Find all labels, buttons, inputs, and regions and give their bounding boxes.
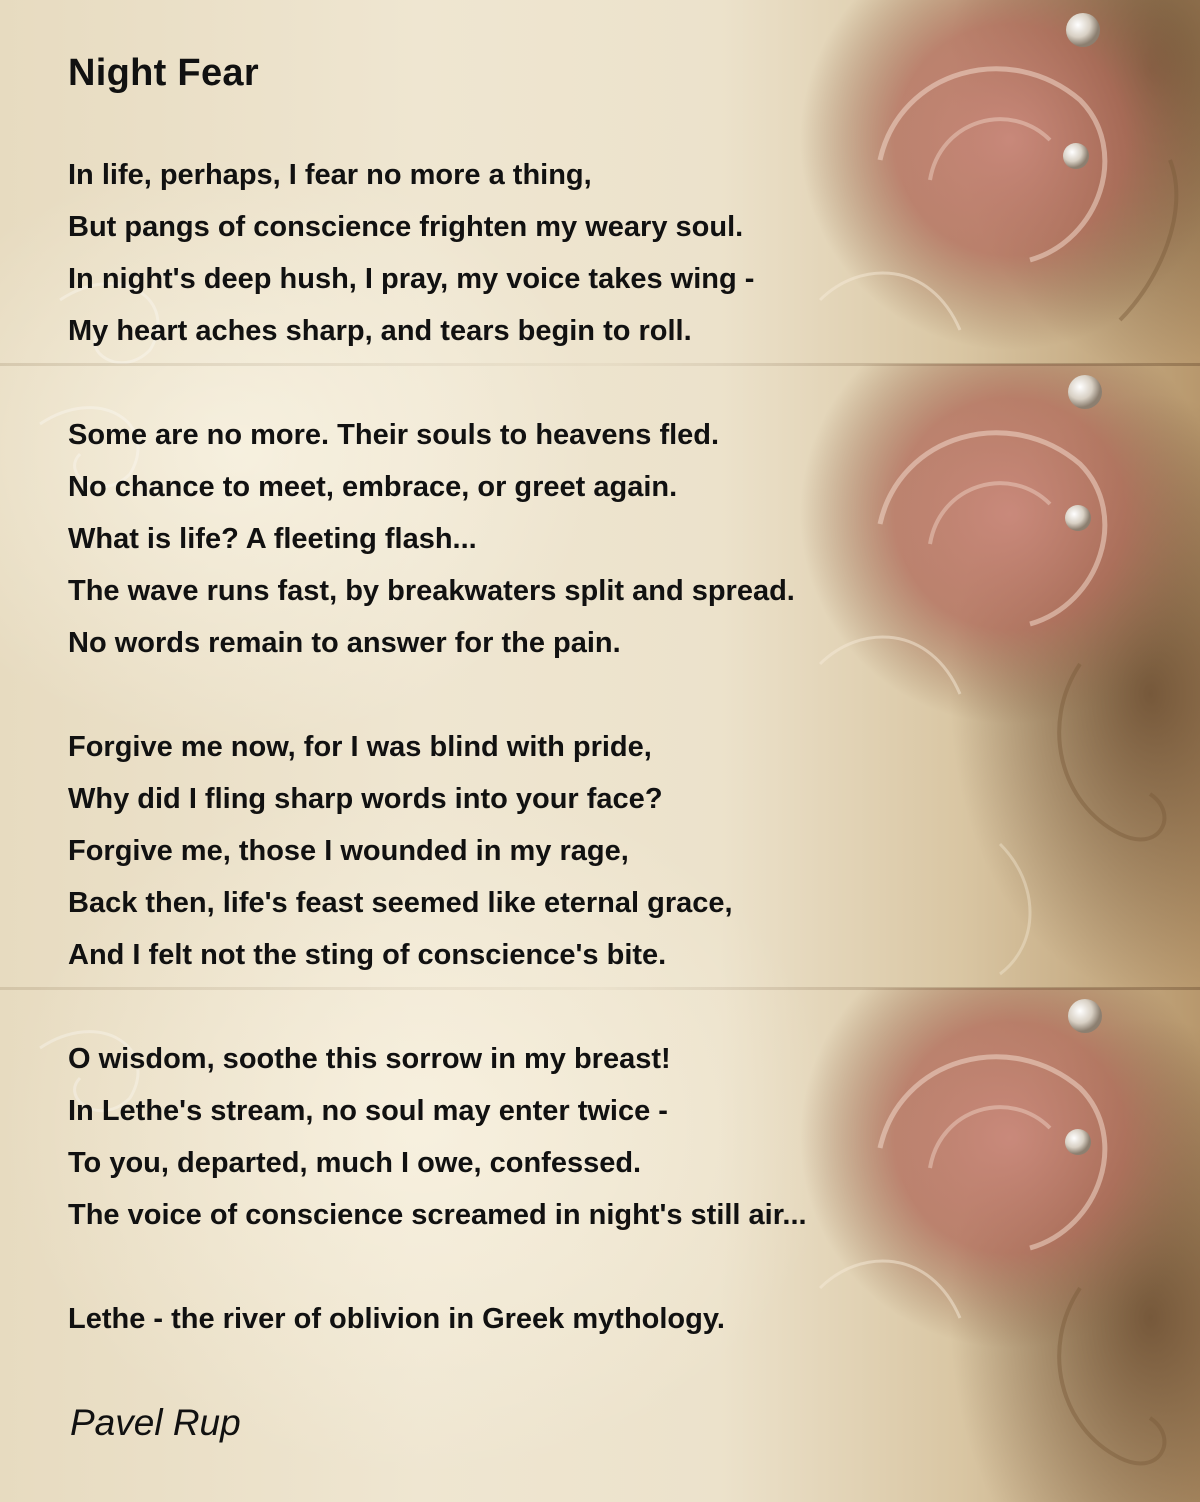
poem-line: And I felt not the sting of conscience's bite.	[68, 939, 667, 971]
stanza	[68, 409, 795, 669]
poem-line: In night's deep hush, I pray, my voice takes wing -	[68, 263, 755, 295]
stanza	[68, 1033, 807, 1241]
poem-line: In life, perhaps, I fear no more a thing,	[68, 159, 592, 191]
poem-line: The wave runs fast, by breakwaters split and spread.	[68, 575, 795, 607]
stanza	[68, 149, 754, 357]
footnote	[68, 1293, 725, 1345]
poem-line: My heart aches sharp, and tears begin to roll.	[68, 315, 692, 347]
poem-line: No chance to meet, embrace, or greet again.	[68, 471, 678, 503]
poem-line: O wisdom, soothe this sorrow in my breast!	[68, 1043, 671, 1075]
poem-line: Why did I fling sharp words into your face?	[68, 783, 663, 815]
poem-line: Some are no more. Their souls to heavens fled.	[68, 419, 720, 451]
stanza	[68, 721, 733, 981]
image-seam	[0, 363, 1200, 366]
poem-line: Forgive me now, for I was blind with pride,	[68, 731, 652, 763]
poem-title: Night Fear	[68, 52, 259, 94]
poem-line: But pangs of conscience frighten my weary soul.	[68, 211, 744, 243]
poem-line: To you, departed, much I owe, confessed.	[68, 1147, 642, 1179]
poem-line: No words remain to answer for the pain.	[68, 627, 621, 659]
poem-line: What is life? A fleeting flash...	[68, 523, 477, 555]
poem-line: In Lethe's stream, no soul may enter twice -	[68, 1095, 668, 1127]
poem-line: Back then, life's feast seemed like eternal grace,	[68, 887, 733, 919]
author-name: Pavel Rup	[70, 1402, 241, 1443]
poem-line: Forgive me, those I wounded in my rage,	[68, 835, 629, 867]
image-seam	[0, 987, 1200, 990]
poem-line: Lethe - the river of oblivion in Greek mythology.	[68, 1303, 725, 1335]
poem-line: The voice of conscience screamed in night's still air...	[68, 1199, 807, 1231]
